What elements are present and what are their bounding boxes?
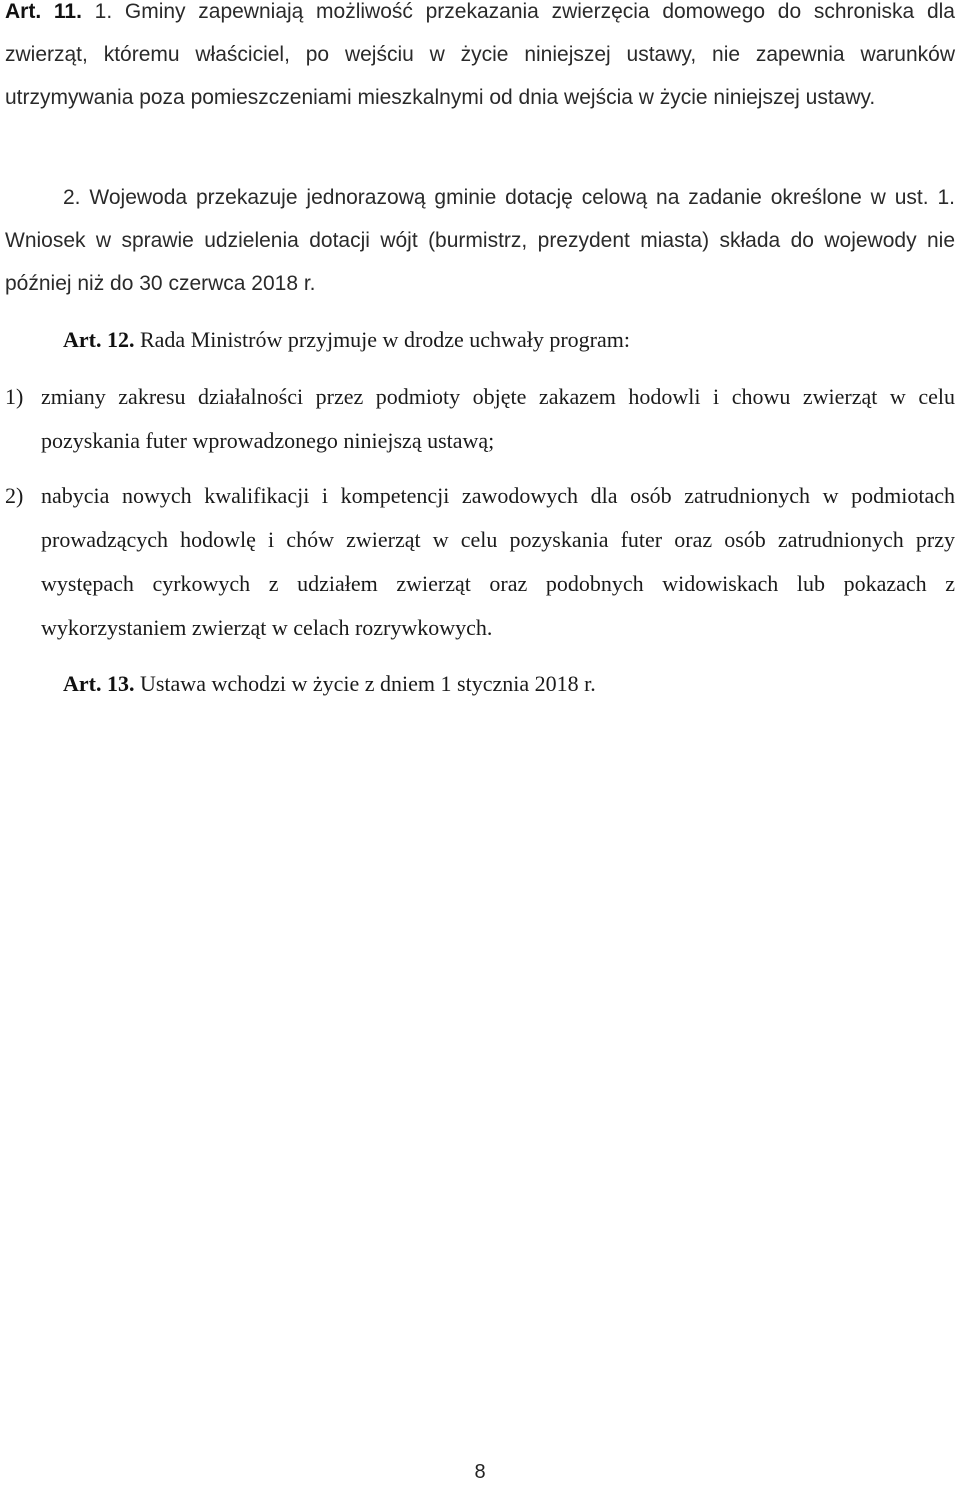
art-12-intro-text: Rada Ministrów przyjmuje w drodze uchwały program: bbox=[134, 327, 630, 352]
art-11-paragraph-1 bbox=[5, 0, 955, 119]
art-13-paragraph bbox=[5, 662, 955, 706]
art-11-paragraph-1-text: 1. Gminy zapewniają możliwość przekazania zwierzęcia domowego do schroniska dla zwierząt, któremu właściciel, po wejściu w życie niniejszej ustawy, nie zapewnia warunków utrzymywania poza pomieszczeniami mieszkalnymi od dnia wejścia w życie niniejszej ustawy. bbox=[5, 0, 955, 109]
list-item-text: zmiany zakresu działalności przez podmioty objęte zakazem hodowli i chowu zwierząt w celu pozyskania futer wprowadzonego niniejszą ustawą; bbox=[41, 384, 955, 453]
art-11-paragraph-2 bbox=[5, 176, 955, 305]
art-11-label: Art. 11. bbox=[5, 0, 82, 23]
art-11-paragraph-2-text: 2. Wojewoda przekazuje jednorazową gminie dotację celową na zadanie określone w ust. 1. Wniosek w sprawie udzielenia dotacji wójt (burmistrz, prezydent miasta) składa do wojewody nie później niż do 30 czerwca 2018 r. bbox=[5, 186, 955, 295]
list-item-number: 1) bbox=[5, 384, 24, 409]
art-13-label: Art. 13. bbox=[63, 671, 135, 696]
list-item-text: nabycia nowych kwalifikacji i kompetencji zawodowych dla osób zatrudnionych w podmiotach prowadzących hodowlę i chów zwierząt w celu pozyskania futer oraz osób zatrudnionych przy występach cyrkowych z udziałem zwierząt oraz podobnych widowiskach lub pokazach z wykorzystaniem zwierząt w celach rozrywkowych. bbox=[41, 483, 955, 640]
art-13-text: Ustawa wchodzi w życie z dniem 1 stycznia 2018 r. bbox=[134, 671, 596, 696]
art-12-label: Art. 12. bbox=[63, 327, 135, 352]
art-12-intro bbox=[5, 318, 955, 362]
list-item-number: 2) bbox=[5, 483, 24, 508]
page-number: 8 bbox=[474, 1461, 486, 1483]
